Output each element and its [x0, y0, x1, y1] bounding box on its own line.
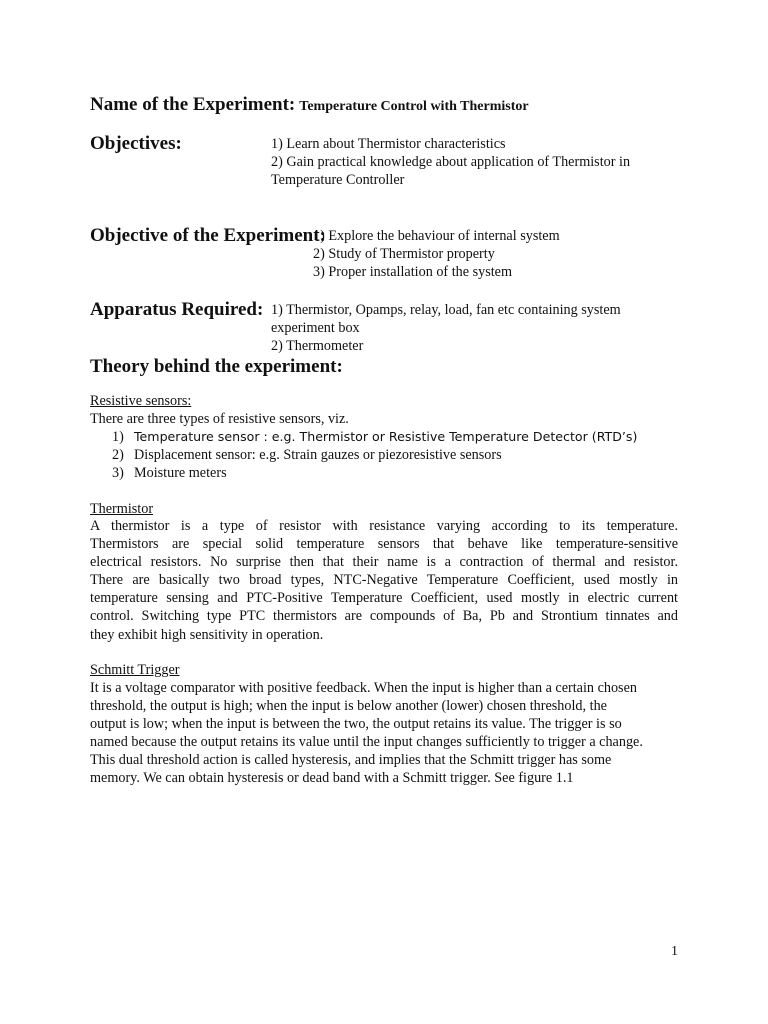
paragraph-line: It is a voltage comparator with positive feedback. When the input is higher than a certain chosen: [90, 680, 637, 696]
paragraph-line: temperature sensing and PTC-Positive Temperature Coefficient, used mostly in electric current: [90, 590, 678, 607]
paragraph-line: There are basically two broad types, NTC-Negative Temperature Coefficient, used mostly in: [90, 572, 678, 589]
list-item: [112, 464, 227, 482]
experiment-objective-line: 1) Explore the behaviour of internal system: [313, 228, 560, 244]
paragraph-line: A thermistor is a type of resistor with resistance varying according to its temperature.: [90, 518, 678, 534]
apparatus-line: 1) Thermistor, Opamps, relay, load, fan etc containing system: [271, 302, 621, 318]
apparatus-label: Apparatus Required:: [90, 299, 264, 320]
apparatus-line: experiment box: [271, 320, 360, 336]
objective-line: 2) Gain practical knowledge about application of Thermistor in: [271, 154, 631, 170]
paragraph-line: Thermistors are special solid temperature sensors that behave like temperature-sensitive: [90, 536, 678, 553]
list-item-number: 2): [112, 447, 124, 463]
thermistor-paragraph: [90, 517, 678, 644]
thermistor-heading: Thermistor: [90, 501, 154, 517]
paragraph-line: memory. We can obtain hysteresis or dead band with a Schmitt trigger. See figure 1.1: [90, 770, 574, 787]
resistive-sensors-intro: There are three types of resistive sensors, viz.: [90, 411, 349, 427]
schmitt-trigger-heading: Schmitt Trigger: [90, 662, 180, 678]
experiment-title-value: Temperature Control with Thermistor: [299, 99, 529, 114]
paragraph-line: This dual threshold action is called hysteresis, and implies that the Schmitt trigger has some: [90, 752, 612, 769]
list-item-text: Temperature sensor : e.g. Thermistor or Resistive Temperature Detector (RTD’s): [134, 429, 638, 444]
objective-of-experiment-label: Objective of the Experiment:: [90, 225, 326, 246]
list-item-number: 1): [112, 429, 124, 445]
objective-line: 1) Learn about Thermistor characteristics: [271, 136, 506, 152]
experiment-title: [90, 94, 529, 116]
paragraph-line: control. Switching type PTC thermistors are compounds of Ba, Pb and Strontium tinnates and: [90, 608, 678, 625]
theory-heading: Theory behind the experiment:: [90, 356, 343, 377]
page-number: 1: [671, 944, 678, 959]
list-item: [112, 446, 502, 464]
schmitt-trigger-paragraph: [90, 679, 678, 788]
objectives-label: Objectives:: [90, 133, 182, 154]
experiment-objective-line: 2) Study of Thermistor property: [313, 246, 495, 262]
list-item-number: 3): [112, 465, 124, 481]
experiment-objective-line: 3) Proper installation of the system: [313, 264, 512, 280]
resistive-sensors-heading: Resistive sensors:: [90, 393, 192, 409]
experiment-title-label: Name of the Experiment:: [90, 94, 296, 115]
list-item: [112, 428, 637, 446]
paragraph-line: they exhibit high sensitivity in operation.: [90, 626, 324, 643]
list-item-text: Displacement sensor: e.g. Strain gauzes or piezoresistive sensors: [134, 447, 502, 463]
paragraph-line: threshold, the output is high; when the input is below another (lower) chosen threshold, the: [90, 698, 607, 715]
paragraph-line: named because the output retains its value until the input changes sufficiently to trigger a change.: [90, 734, 643, 751]
paragraph-line: output is low; when the input is between the two, the output retains its value. The trigger is so: [90, 716, 622, 733]
paragraph-line: electrical resistors. No surprise then that their name is a contraction of thermal and resistor.: [90, 554, 678, 571]
list-item-text: Moisture meters: [134, 465, 227, 481]
apparatus-line: 2) Thermometer: [271, 338, 364, 354]
objective-line: Temperature Controller: [271, 172, 405, 188]
